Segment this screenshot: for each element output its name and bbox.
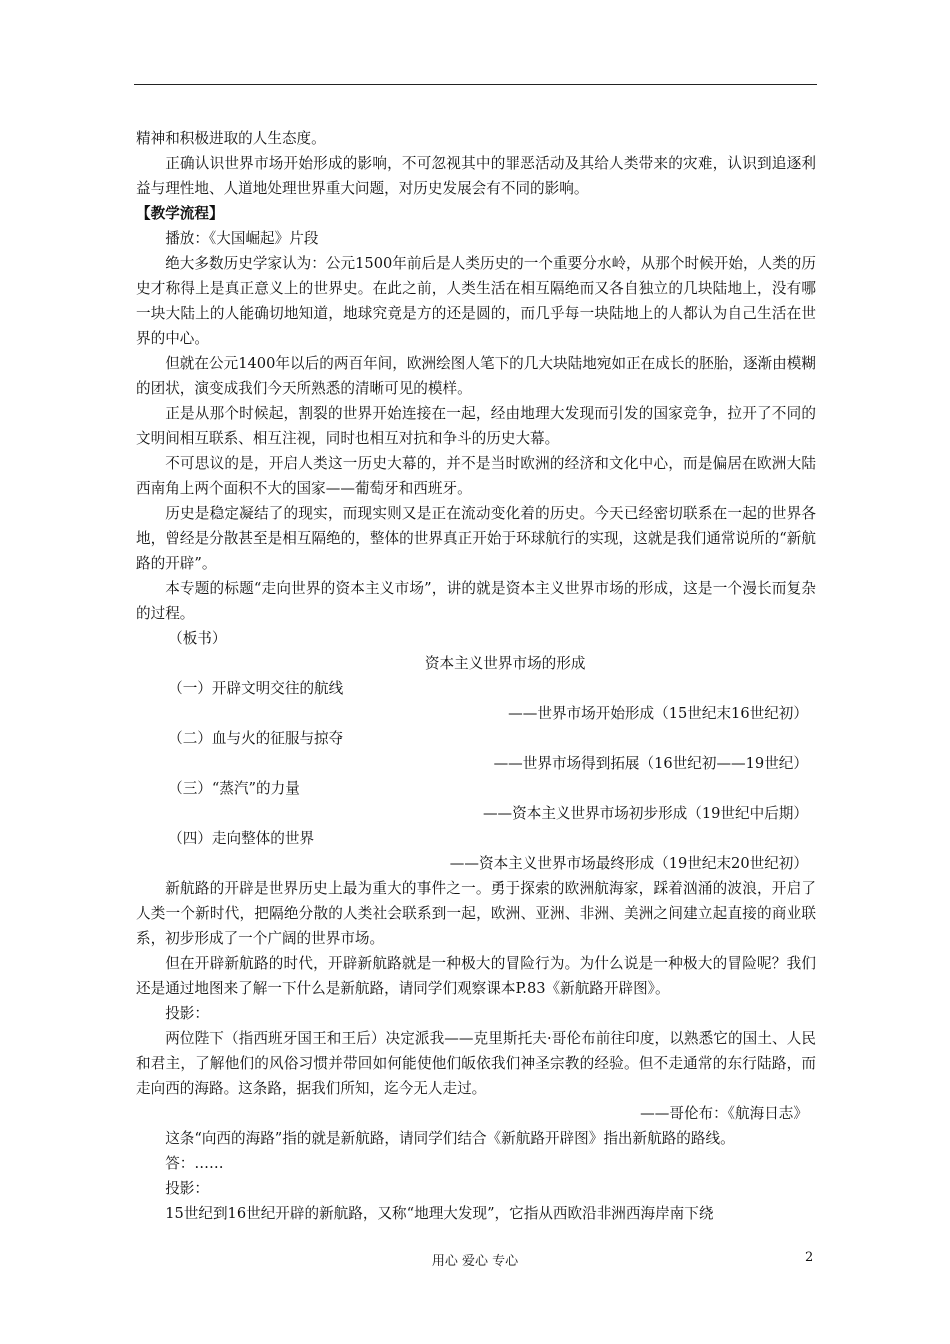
paragraph: 但就在公元1400年以后的两百年间，欧洲绘图人笔下的几大块陆地宛如正在成长的胚胎，逐渐由模糊的团状，演变成我们今天所熟悉的清晰可见的模样。 <box>136 355 816 397</box>
document-body <box>136 126 816 1226</box>
board-subtitle: ——世界市场得到拓展（16世纪初——19世纪） <box>493 755 808 772</box>
board-item: （四）走向整体的世界 <box>168 830 315 847</box>
header-rule <box>134 84 817 85</box>
paragraph: 正是从那个时候起，割裂的世界开始连接在一起，经由地理大发现而引发的国家竞争，拉开了不同的文明间相互联系、相互注视，同时也相互对抗和争斗的历史大幕。 <box>136 405 816 447</box>
paragraph: 历史是稳定凝结了的现实，而现实则又是正在流动变化着的历史。今天已经密切联系在一起的世界各地，曾经是分散甚至是相互隔绝的，整体的世界真正开始于环球航行的实现，这就是我们通常说所的“新航路的开辟”。 <box>136 505 816 572</box>
board-item: （二）血与火的征服与掠夺 <box>168 730 344 747</box>
paragraph: 播放：《大国崛起》片段 <box>165 230 319 247</box>
paragraph: 不可思议的是，开启人类这一历史大幕的，并不是当时欧洲的经济和文化中心，而是偏居在欧洲大陆西南角上两个面积不大的国家——葡萄牙和西班牙。 <box>136 455 816 497</box>
paragraph: 新航路的开辟是世界历史上最为重大的事件之一。勇于探索的欧洲航海家，踩着汹涌的波浪，开启了人类一个新时代，把隔绝分散的人类社会联系到一起，欧洲、亚洲、非洲、美洲之间建立起直接的商业联系，初步形成了一个广阔的世界市场。 <box>136 880 816 947</box>
board-title: 资本主义世界市场的形成 <box>424 655 586 672</box>
paragraph: 这条“向西的海路”指的就是新航路，请同学们结合《新航路开辟图》指出新航路的路线。 <box>165 1130 735 1147</box>
paragraph: 投影： <box>165 1005 209 1022</box>
paragraph: 正确认识世界市场开始形成的影响，不可忽视其中的罪恶活动及其给人类带来的灾难，认识到追逐利益与理性地、人道地处理世界重大问题，对历史发展会有不同的影响。 <box>136 155 816 197</box>
section-heading: 【教学流程】 <box>136 205 224 222</box>
paragraph: 但在开辟新航路的时代，开辟新航路就是一种极大的冒险行为。为什么说是一种极大的冒险呢？我们还是通过地图来了解一下什么是新航路，请同学们观察课本P.83《新航路开辟图》。 <box>136 955 816 997</box>
paragraph: 精神和积极进取的人生态度。 <box>136 130 326 147</box>
paragraph: 答：…… <box>165 1155 224 1172</box>
page-footer <box>0 1250 950 1272</box>
page-number: 2 <box>805 1250 814 1265</box>
paragraph: 投影： <box>165 1180 209 1197</box>
board-label: （板书） <box>168 630 227 647</box>
footer-text: 用心 爱心 专心 <box>431 1254 519 1269</box>
quote-paragraph: 两位陛下（指西班牙国王和王后）决定派我——克里斯托夫·哥伦布前往印度，以熟悉它的国土、人民和君主，了解他们的风俗习惯并带回如何能使他们皈依我们神圣宗教的经验。但不走通常的东行陆路，而走向西的海路。这条路，据我们所知，迄今无人走过。 <box>136 1030 816 1097</box>
paragraph: 绝大多数历史学家认为：公元1500年前后是人类历史的一个重要分水岭，从那个时候开始，人类的历史才称得上是真正意义上的世界史。在此之前，人类生活在相互隔绝而又各自独立的几块陆地上，没有哪一块大陆上的人能确切地知道，地球究竟是方的还是圆的，而几乎每一块陆地上的人都认为自己生活在世界的中心。 <box>136 255 816 347</box>
board-item: （三）“蒸汽”的力量 <box>168 780 300 797</box>
quote-source: ——哥伦布：《航海日志》 <box>640 1105 808 1122</box>
board-item: （一）开辟文明交往的航线 <box>168 680 344 697</box>
board-subtitle: ——世界市场开始形成（15世纪末16世纪初） <box>508 705 808 722</box>
board-subtitle: ——资本主义世界市场初步形成（19世纪中后期） <box>482 805 808 822</box>
paragraph: 本专题的标题“走向世界的资本主义市场”，讲的就是资本主义世界市场的形成，这是一个漫长而复杂的过程。 <box>136 580 816 622</box>
paragraph: 15世纪到16世纪开辟的新航路，又称“地理大发现”，它指从西欧沿非洲西海岸南下绕 <box>165 1205 714 1222</box>
board-subtitle: ——资本主义世界市场最终形成（19世纪末20世纪初） <box>449 855 808 872</box>
